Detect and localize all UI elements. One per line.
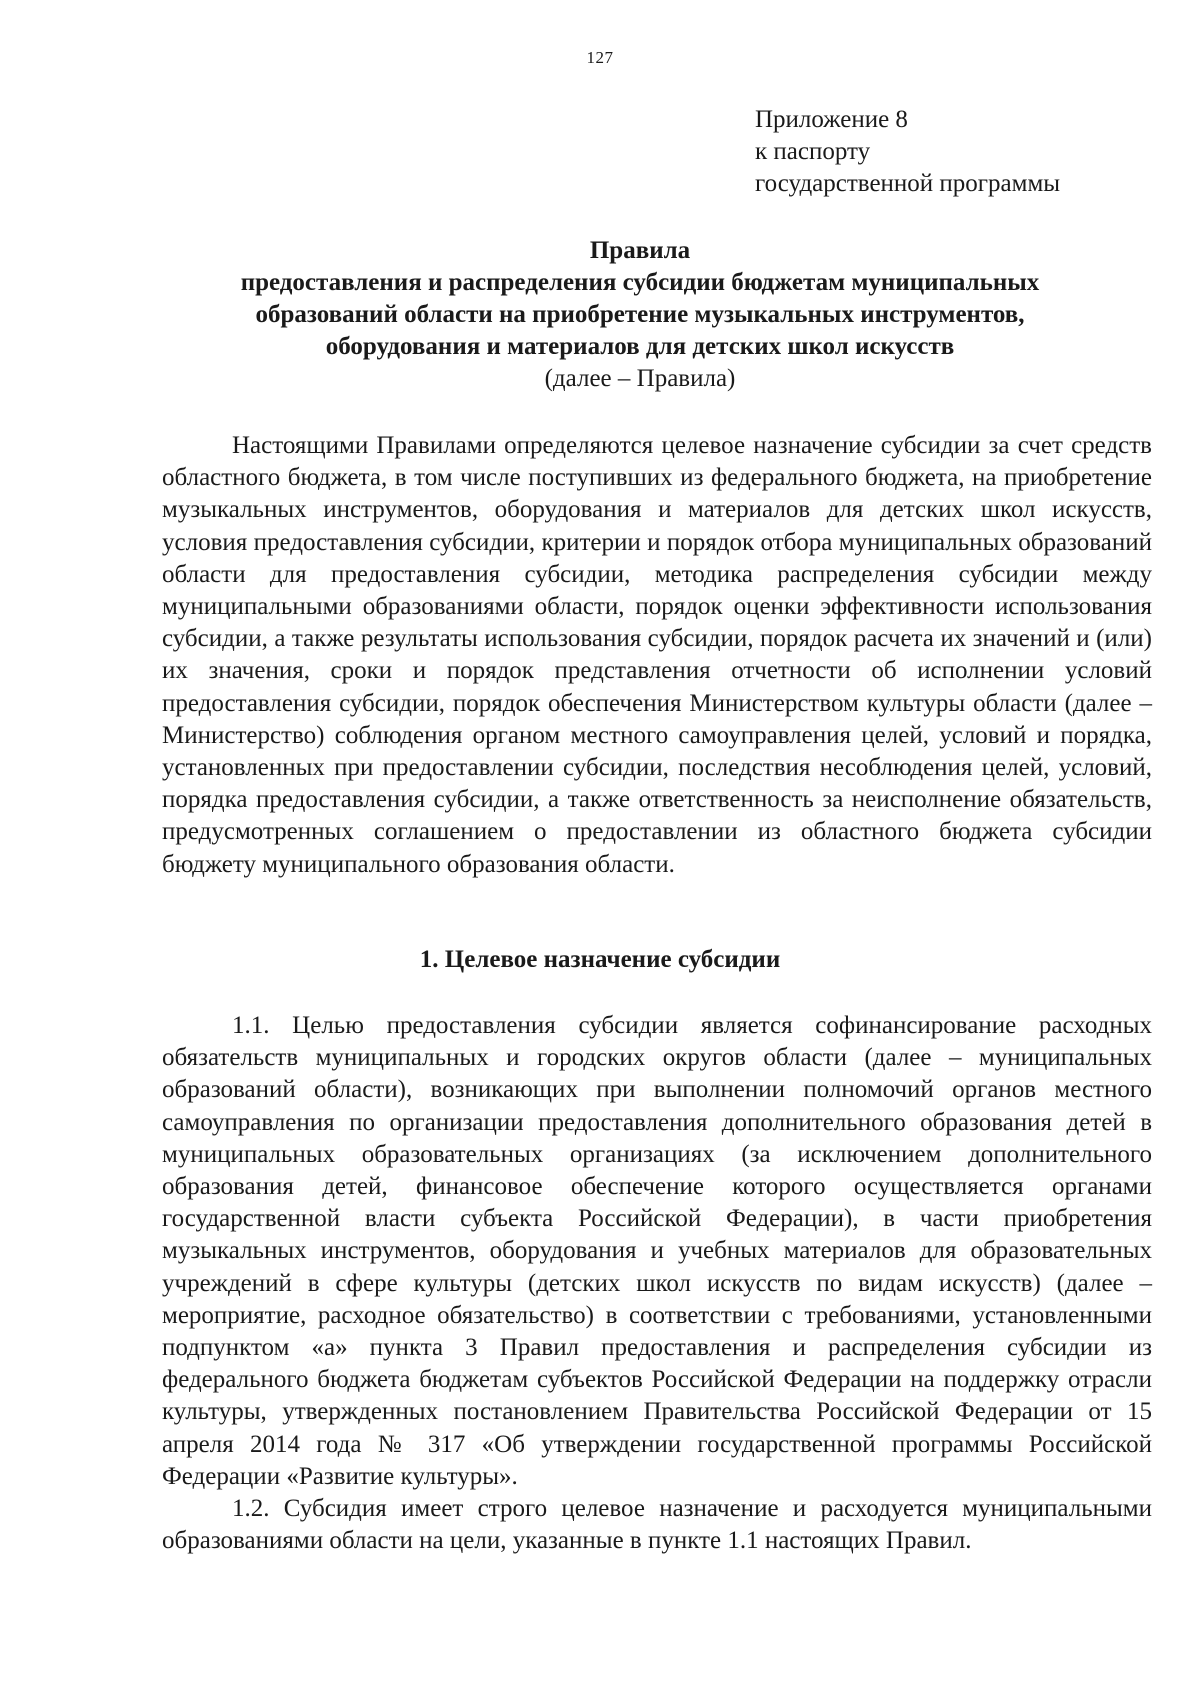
paragraph-1-1: 1.1. Целью предоставления субсидии является софинансирование расходных обязательств муниципальных и городских округов области (далее – муниципальных образований области), возникающих при выполнении полномочий органов местного самоуправления по организации предоставления дополнительного образования детей в муниципальных образовательных организациях (за исключением дополнительного образования детей, финансовое обеспечение которого осуществляется органами государственной власти субъекта Российской Федерации), в части приобретения музыкальных инструментов, оборудования и учебных материалов для образовательных учреждений в сфере культуры (детских школ искусств по видам искусств) (далее – мероприятие, расходное обязательство) в соответствии с требованиями, установленными подпунктом «а» пункта 3 Правил предоставления и распределения субсидии из федерального бюджета бюджетам субъектов Российской Федерации на поддержку отрасли культуры, утвержденных постановлением Правительства Российской Федерации от 15 апреля 2014 года № 317 «Об утверждении государственной программы Российской Федерации «Развитие культуры». bbox=[162, 1012, 1152, 1490]
page-number: 127 bbox=[586, 48, 614, 67]
title-heading: Правила bbox=[589, 237, 691, 264]
intro-paragraph: Настоящими Правилами определяются целевое назначение субсидии за счет средств областного бюджета, в том числе поступивших из федерального бюджета, на приобретение музыкальных инструментов, оборудования и материалов для детских школ искусств, условия предоставления субсидии, критерии и порядок отбора муниципальных образований области для предоставления субсидии, методика распределения субсидии между муниципальными образованиями области, порядок оценки эффективности использования субсидии, а также результаты использования субсидии, порядок расчета их значений и (или) их значения, сроки и порядок представления отчетности об исполнении условий предоставления субсидии, порядок обеспечения Министерством культуры области (далее – Министерство) соблюдения органом местного самоуправления целей, условий и порядка, установленных при предоставлении субсидии, последствия несоблюдения целей, условий, порядка предоставления субсидии, а также ответственность за неисполнение обязательств, предусмотренных соглашением о предоставлении из областного бюджета субсидии бюджету муниципального образования области. bbox=[162, 432, 1152, 878]
section-1-body bbox=[162, 1010, 1152, 1557]
appendix-line: к паспорту bbox=[755, 138, 871, 165]
title-line: предоставления и распределения субсидии бюджетам муниципальных bbox=[240, 269, 1040, 296]
paragraph-1-2: 1.2. Субсидия имеет строго целевое назначение и расходуется муниципальными образованиями области на цели, указанные в пункте 1.1 настоящих Правил. bbox=[162, 1495, 1152, 1555]
title-note: (далее – Правила) bbox=[544, 365, 736, 392]
document-title bbox=[150, 235, 1130, 395]
appendix-line: государственной программы bbox=[755, 170, 1061, 197]
section-heading: 1. Целевое назначение субсидии bbox=[419, 946, 781, 973]
title-line: образований области на приобретение музыкальных инструментов, bbox=[255, 301, 1025, 328]
appendix-note bbox=[755, 104, 1060, 200]
title-line: оборудования и материалов для детских школ искусств bbox=[325, 333, 955, 360]
appendix-line: Приложение 8 bbox=[755, 106, 908, 133]
intro-section bbox=[162, 430, 1152, 881]
